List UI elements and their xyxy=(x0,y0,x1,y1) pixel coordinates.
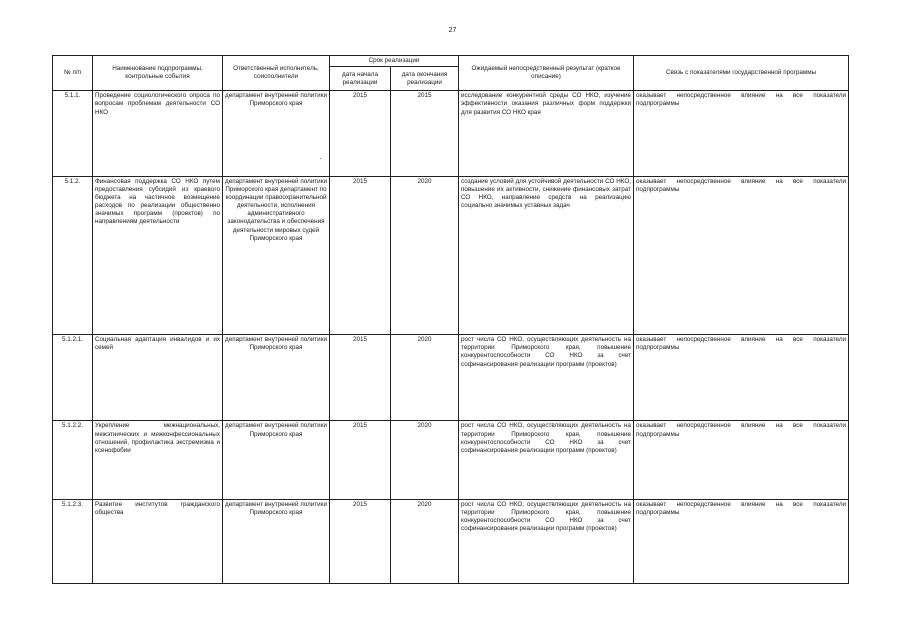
row-name: Социальная адаптация инвалидов и их семей xyxy=(93,335,223,421)
table-row xyxy=(53,499,849,583)
row-link: оказывает непосредственное влияние на все показатели подпрограммы xyxy=(634,91,849,176)
header-period: Срок реализации xyxy=(330,56,459,67)
row-start: 2015 xyxy=(330,335,391,421)
row-end: 2015 xyxy=(391,91,459,176)
row-link: оказывает непосредственное влияние на все показатели подпрограммы xyxy=(634,421,849,499)
row-start: 2015 xyxy=(330,176,391,335)
header-result: Ожидаемый непосредственный результат (краткое описание) xyxy=(459,56,634,91)
row-num: 5.1.2.3. xyxy=(53,499,93,583)
row-name: Проведение социологического опроса по вопросам проблемам деятельности СО НКО xyxy=(93,91,223,176)
header-end: дата окончания реализации xyxy=(391,67,459,91)
page-number: 27 xyxy=(448,27,457,34)
row-num: 5.1.2.2. xyxy=(53,421,93,499)
header-responsible: Ответственный исполнитель, соисполнители xyxy=(223,56,330,91)
row-num: 5.1.2.1. xyxy=(53,335,93,421)
row-link: оказывает непосредственное влияние на все показатели подпрограммы xyxy=(634,499,849,583)
row-num: 5.1.1. xyxy=(53,91,93,176)
row-end: 2020 xyxy=(391,421,459,499)
header-row xyxy=(53,56,849,67)
table-row xyxy=(53,176,849,335)
row-start: 2015 xyxy=(330,499,391,583)
header-name: Наименование подпрограммы, контрольные события xyxy=(93,56,223,91)
header-start: дата начала реализации xyxy=(330,67,391,91)
row-name: Укрепление межнациональных, межэтнических и межконфессиональных отношений, профилактика экстремизма и ксенофобии xyxy=(93,421,223,499)
row-link: оказывает непосредственное влияние на все показатели подпрограммы xyxy=(634,335,849,421)
table-row xyxy=(53,421,849,499)
scan-speck xyxy=(320,158,321,159)
row-responsible: департамент внутренней политики Приморского края xyxy=(223,499,330,583)
row-end: 2020 xyxy=(391,176,459,335)
row-name: Развитие институтов гражданского общества xyxy=(93,499,223,583)
row-result: рост числа СО НКО, осуществляющих деятельность на территории Приморского края, повышение конкурентоспособности СО НКО за счет софинансирования реализации программ (проектов) xyxy=(459,421,634,499)
row-end: 2020 xyxy=(391,499,459,583)
row-start: 2015 xyxy=(330,91,391,176)
row-result: рост числа СО НКО, осуществляющих деятельность на территории Приморского края, повышение конкурентоспособности СО НКО за счет софинансирования реализации программ (проектов) xyxy=(459,335,634,421)
table-row xyxy=(53,91,849,176)
row-result: рост числа СО НКО, осуществляющих деятельность на территории Приморского края, повышение конкурентоспособности СО НКО за счет софинансирования реализации программ (проектов) xyxy=(459,499,634,583)
row-responsible: департамент внутренней политики Приморского края xyxy=(223,335,330,421)
row-start: 2015 xyxy=(330,421,391,499)
row-responsible: департамент внутренней политики Приморского края xyxy=(223,91,330,176)
row-responsible: департамент внутренней политики Приморского края xyxy=(223,421,330,499)
row-result: создание условий для устойчивой деятельности СО НКО, повышение их активности, снижение финансовых затрат СО НКО, направление средств на реализацию социально значимых уставных задач xyxy=(459,176,634,335)
row-num: 5.1.2. xyxy=(53,176,93,335)
row-name: Финансовая поддержка СО НКО путем предоставления субсидий из краевого бюджета на частичное возмещение расходов по реализации общественно значимых программ (проектов) по направлениям деятельности xyxy=(93,176,223,335)
row-link: оказывает непосредственное влияние на все показатели подпрограммы xyxy=(634,176,849,335)
row-result: исследование конкурентной среды СО НКО, изучение эффективности оказания различных форм поддержки для развития СО НКО края xyxy=(459,91,634,176)
header-link: Связь с показателями государственной программы xyxy=(634,56,849,91)
table-row xyxy=(53,335,849,421)
row-responsible: департамент внутренней политики Приморского края департамент по координации правоохранительной деятельности, исполнения административного законодательства и обеспечения деятельности мировых судей Приморского края xyxy=(223,176,330,335)
action-plan-table xyxy=(52,55,849,584)
row-end: 2020 xyxy=(391,335,459,421)
header-num: № п/п xyxy=(53,56,93,91)
